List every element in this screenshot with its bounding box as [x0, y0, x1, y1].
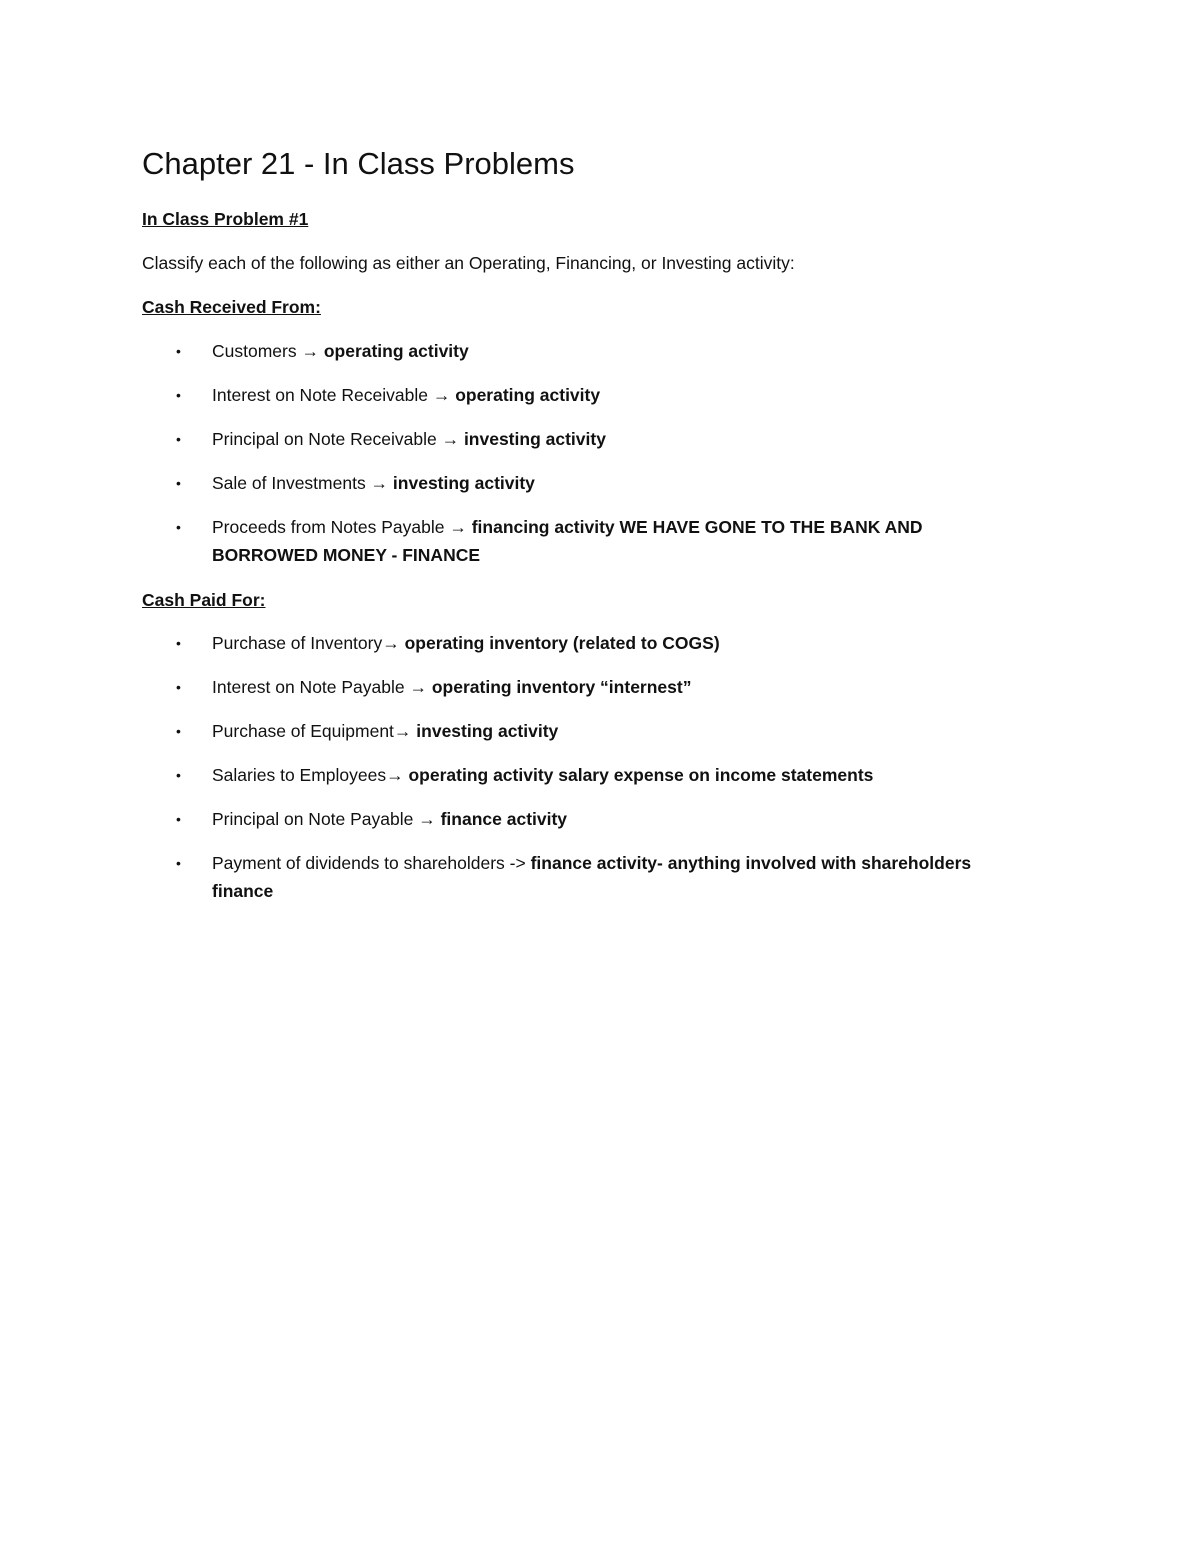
item-text: Purchase of Inventory→: [212, 633, 405, 653]
item-text: Salaries to Employees→: [212, 765, 409, 785]
section-heading-cash-paid: Cash Paid For:: [142, 590, 266, 610]
bullet-icon: •: [176, 723, 181, 739]
item-text: Interest on Note Payable →: [212, 677, 432, 697]
item-text: Sale of Investments →: [212, 473, 393, 493]
item-answer: operating activity salary expense on income statements: [408, 765, 874, 785]
bullet-icon: •: [176, 767, 181, 783]
item-answer: financing activity WE HAVE GONE TO THE BANK AND: [471, 517, 923, 537]
list-item: [142, 717, 1062, 745]
bullet-icon: •: [176, 635, 181, 651]
page-title: Chapter 21 - In Class Problems: [142, 146, 575, 181]
cash-received-list: [142, 337, 1062, 585]
item-text: Proceeds from Notes Payable →: [212, 517, 472, 537]
item-answer: operating activity: [455, 385, 601, 405]
item-answer-continued: finance: [212, 881, 274, 901]
item-text: Purchase of Equipment→: [212, 721, 417, 741]
list-item: [142, 337, 1062, 365]
item-text: Interest on Note Receivable →: [212, 385, 456, 405]
bullet-icon: •: [176, 387, 181, 403]
bullet-icon: •: [176, 475, 181, 491]
list-item: [142, 849, 1062, 905]
item-text: Principal on Note Receivable →: [212, 429, 464, 449]
item-answer: operating inventory “internest”: [431, 677, 692, 697]
bullet-icon: •: [176, 855, 181, 871]
list-item: [142, 673, 1062, 701]
bullet-icon: •: [176, 679, 181, 695]
item-answer: finance activity: [440, 809, 568, 829]
instruction-text: Classify each of the following as either an Operating, Financing, or Investing activity:: [142, 253, 795, 273]
bullet-icon: •: [176, 431, 181, 447]
item-answer: operating activity: [323, 341, 469, 361]
item-answer: investing activity: [392, 473, 535, 493]
list-item: [142, 805, 1062, 833]
item-answer-continued: BORROWED MONEY - FINANCE: [212, 545, 481, 565]
bullet-icon: •: [176, 343, 181, 359]
item-answer: finance activity- anything involved with shareholders: [530, 853, 972, 873]
item-text: Principal on Note Payable →: [212, 809, 441, 829]
bullet-icon: •: [176, 811, 181, 827]
item-text: Customers →: [212, 341, 324, 361]
bullet-icon: •: [176, 519, 181, 535]
list-item: [142, 381, 1062, 409]
item-answer: investing activity: [416, 721, 559, 741]
item-answer: operating inventory (related to COGS): [404, 633, 720, 653]
list-item: [142, 469, 1062, 497]
list-item: [142, 425, 1062, 453]
list-item: [142, 629, 1062, 657]
list-item: [142, 761, 1062, 789]
section-heading-cash-received: Cash Received From:: [142, 297, 321, 317]
item-answer: investing activity: [463, 429, 606, 449]
problem-heading: In Class Problem #1: [142, 209, 309, 229]
cash-paid-list: [142, 629, 1062, 921]
list-item: [142, 513, 1062, 569]
item-text: Payment of dividends to shareholders ->: [212, 853, 531, 873]
